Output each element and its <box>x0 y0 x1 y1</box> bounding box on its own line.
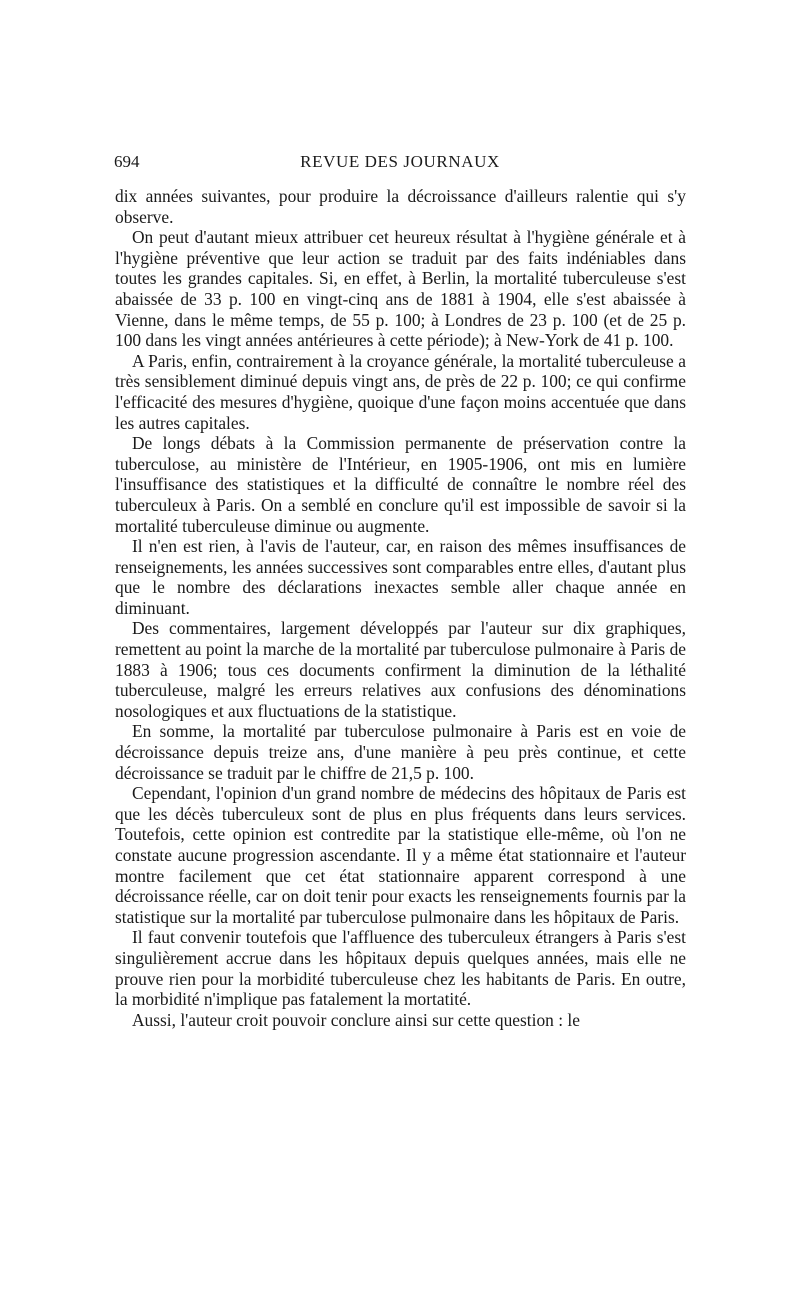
paragraph: En somme, la mortalité par tuberculose pulmonaire à Paris est en voie de décroissance depuis treize ans, d'une manière à peu près continue, et cette décroissance se traduit par le chiffre de 21,5 p. 100. <box>115 721 686 783</box>
page-number: 694 <box>114 152 140 171</box>
paragraph: Des commentaires, largement développés par l'auteur sur dix graphiques, remettent au point la marche de la mortalité par tuberculose pulmonaire à Paris de 1883 à 1906; tous ces documents confirment la diminution de la léthalité tuberculeuse, malgré les erreurs relatives aux confusions des dénominations nosologiques et aux fluctuations de la statistique. <box>115 618 686 721</box>
paragraph: Cependant, l'opinion d'un grand nombre de médecins des hôpitaux de Paris est que les décès tuberculeux sont de plus en plus fréquents dans leurs services. Toutefois, cette opinion est contredite par la statistique elle-même, où l'on ne constate aucune progression ascendante. Il y a même état stationnaire et l'auteur montre facilement que cet état stationnaire apparent correspond à une décroissance réelle, car on doit tenir pour exacts les renseignements fournis par la statistique sur la mortalité par tuberculose pulmonaire dans les hôpitaux de Paris. <box>115 783 686 927</box>
paragraph: On peut d'autant mieux attribuer cet heureux résultat à l'hygiène générale et à l'hygiène préventive que leur action se traduit par des faits indéniables dans toutes les grandes capitales. Si, en effet, à Berlin, la mortalité tuberculeuse s'est abaissée de 33 p. 100 en vingt-cinq ans de 1881 à 1904, elle s'est abaissée à Vienne, dans le même temps, de 55 p. 100; à Londres de 23 p. 100 (et de 25 p. 100 dans les vingt années antérieures à cette période); à New-York de 41 p. 100. <box>115 227 686 351</box>
running-title: REVUE DES JOURNAUX <box>300 152 500 171</box>
paragraph: Il n'en est rien, à l'avis de l'auteur, car, en raison des mêmes insuffisances de renseignements, les années successives sont comparables entre elles, d'autant plus que le nombre des déclarations inexactes semble aller chaque année en diminuant. <box>115 536 686 618</box>
paragraph: Il faut convenir toutefois que l'affluence des tuberculeux étrangers à Paris s'est singulièrement accrue dans les hôpitaux depuis quelques années, mais elle ne prouve rien pour la morbidité tuberculeuse chez les habitants de Paris. En outre, la morbidité n'implique pas fatalement la mortatité. <box>115 927 686 1010</box>
paragraph-continued: dix années suivantes, pour produire la décroissance d'ailleurs ralentie qui s'y observe. <box>115 186 686 227</box>
article-body <box>115 186 686 1030</box>
page-header <box>114 150 686 174</box>
paragraph: Aussi, l'auteur croit pouvoir conclure ainsi sur cette question : le <box>132 1009 580 1030</box>
paragraph: A Paris, enfin, contrairement à la croyance générale, la mortalité tuberculeuse a très sensiblement diminué depuis vingt ans, de près de 22 p. 100; ce qui confirme l'efficacité des mesures d'hygiène, quoique d'une façon moins accentuée que dans les autres capitales. <box>115 350 686 433</box>
paragraph: De longs débats à la Commission permanente de préservation contre la tuberculose, au ministère de l'Intérieur, en 1905-1906, ont mis en lumière l'insuffisance des statistiques et la difficulté de connaître le nombre réel des tuberculeux à Paris. On a semblé en conclure qu'il est impossible de savoir si la mortalité tuberculeuse diminue ou augmente. <box>115 433 686 536</box>
